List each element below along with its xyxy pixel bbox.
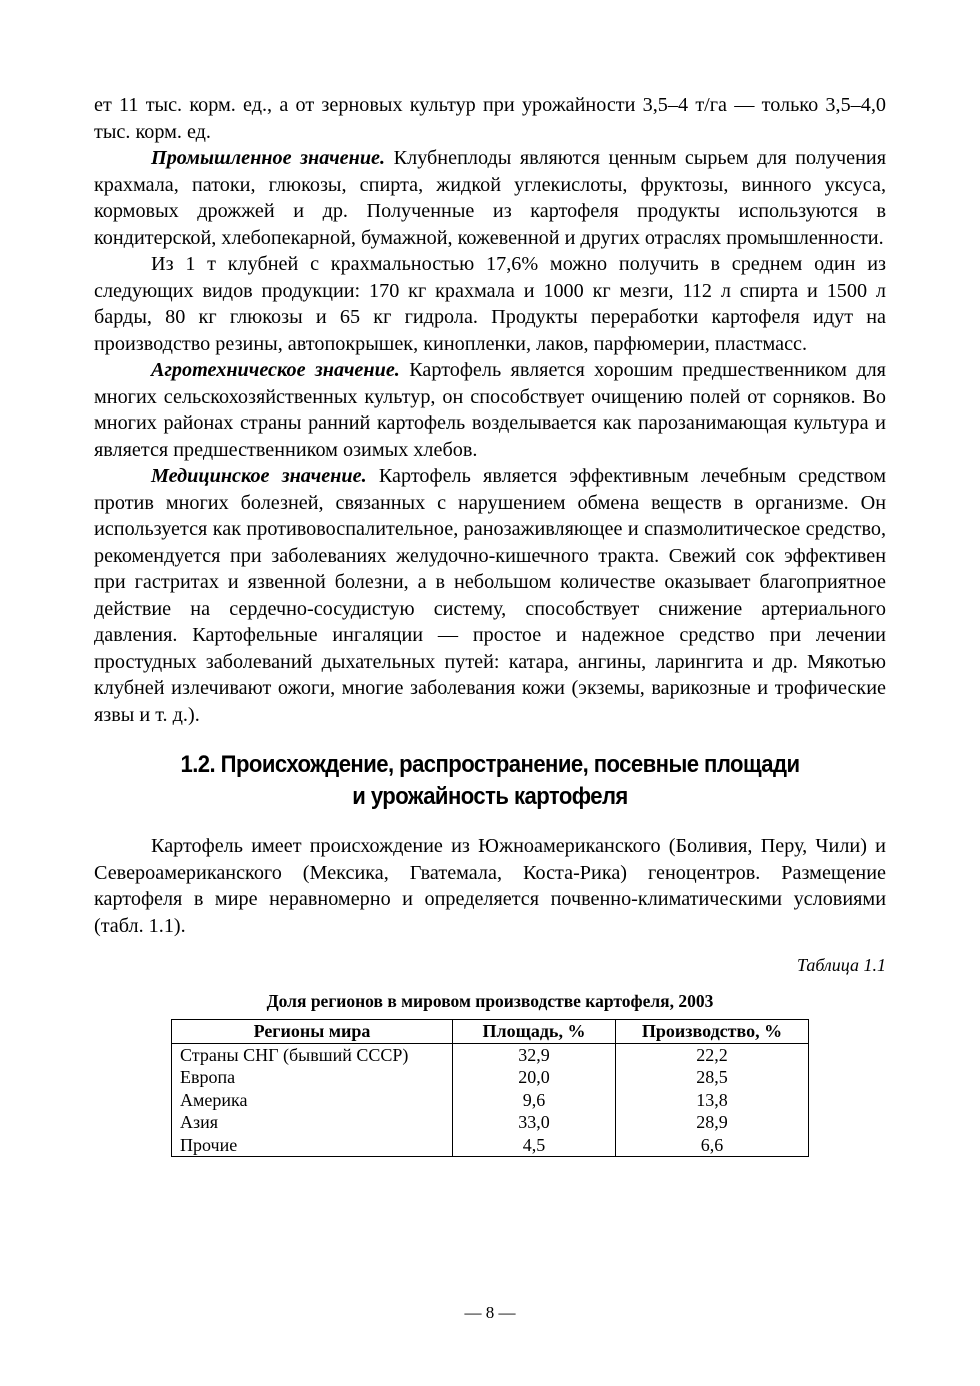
header-production: Производство, % — [616, 1020, 809, 1044]
cell-region: Америка — [172, 1089, 453, 1112]
table-title: Доля регионов в мировом производстве картофеля, 2003 — [266, 991, 714, 1011]
lead-medical: Медицинское значение. — [151, 465, 367, 487]
cell-area: 33,0 — [453, 1111, 616, 1134]
paragraph-medical — [94, 463, 886, 728]
header-area: Площадь, % — [453, 1020, 616, 1044]
paragraph-agrotechnical — [94, 357, 886, 463]
cell-area: 32,9 — [453, 1043, 616, 1066]
paragraph-origin: Картофель имеет происхождение из Южноамериканского (Боливия, Перу, Чили) и Североамериканского (Мексика, Гватемала, Коста-Рика) геноцентров. Размещение картофеля в мире неравномерно и определяется почвенно-климатическими условиями (табл. 1.1). — [94, 835, 886, 937]
table-row — [172, 1043, 809, 1066]
lead-industrial: Промышленное значение. — [151, 147, 386, 169]
cell-area: 9,6 — [453, 1089, 616, 1112]
regions-table — [171, 1019, 809, 1157]
cell-area: 20,0 — [453, 1066, 616, 1089]
paragraph-industrial — [94, 145, 886, 251]
table-label: Таблица 1.1 — [796, 955, 886, 975]
table-header-row — [172, 1020, 809, 1044]
table-row — [172, 1089, 809, 1112]
cell-area: 4,5 — [453, 1134, 616, 1157]
cell-region: Страны СНГ (бывший СССР) — [172, 1043, 453, 1066]
text-industrial: Клубнеплоды являются ценным сырьем для получения крахмала, патоки, глюкозы, спирта, жидкой углекислоты, фруктозы, винного уксуса, кормовых дрожжей и др. Полученные из картофеля продукты используются в кондитерской, хлебопекарной, бумажной, кожевенной и других отраслях промышленности. — [94, 147, 886, 249]
table-row — [172, 1066, 809, 1089]
text-agrotechnical: Картофель является хорошим предшественником для многих сельскохозяйственных культур, он способствует очищению полей от сорняков. Во многих районах страны ранний картофель возделывается как парозанимающая культура и является предшественником озимых хлебов. — [94, 359, 886, 461]
cell-production: 28,9 — [616, 1111, 809, 1134]
header-region: Регионы мира — [172, 1020, 453, 1044]
cell-region: Европа — [172, 1066, 453, 1089]
table-row — [172, 1134, 809, 1157]
cell-production: 6,6 — [616, 1134, 809, 1157]
lead-agrotechnical: Агротехническое значение. — [151, 359, 400, 381]
text-medical: Картофель является эффективным лечебным средством против многих болезней, связанных с нарушением обмена веществ в организме. Он используется как противовоспалительное, ранозаживляющее и спазмолитическое средство, рекомендуется при заболеваниях желудочно-кишечного тракта. Свежий сок эффективен при гастритах и язвенной болезни, а в небольшом количестве оказывает благоприятное действие на сердечно-сосудистую систему, способствует снижение артериального давления. Картофельные ингаляции — простое и надежное средство при лечении простудных заболеваний дыхательных путей: катара, ангины, ларингита и др. Мякотью клубней излечивают ожоги, многие заболевания кожи (экземы, варикозные и трофические язвы и т. д.). — [94, 465, 886, 726]
cell-production: 28,5 — [616, 1066, 809, 1089]
page-content — [94, 92, 886, 1157]
section-heading — [126, 749, 855, 813]
cell-region: Азия — [172, 1111, 453, 1134]
table-row — [172, 1111, 809, 1134]
section-heading-line1: 1.2. Происхождение, распространение, посевные площади — [180, 751, 800, 778]
paragraph-products: Из 1 т клубней с крахмальностью 17,6% можно получить в среднем один из следующих видов продукции: 170 кг крахмала и 1000 кг мезги, 112 л спирта и 1500 л барды, 80 кг глюкозы и 65 кг гидрола. Продукты переработки картофеля идут на производство резины, автопокрышек, кинопленки, лаков, парфюмерии, пластмасс. — [94, 253, 886, 355]
page-number: — 8 — — [464, 1303, 516, 1322]
cell-production: 13,8 — [616, 1089, 809, 1112]
section-heading-line2: и урожайность картофеля — [352, 783, 628, 810]
paragraph-feed-value: ет 11 тыс. корм. ед., а от зерновых культур при урожайности 3,5–4 т/га — только 3,5–4,0 тыс. корм. ед. — [94, 94, 886, 143]
cell-production: 22,2 — [616, 1043, 809, 1066]
cell-region: Прочие — [172, 1134, 453, 1157]
